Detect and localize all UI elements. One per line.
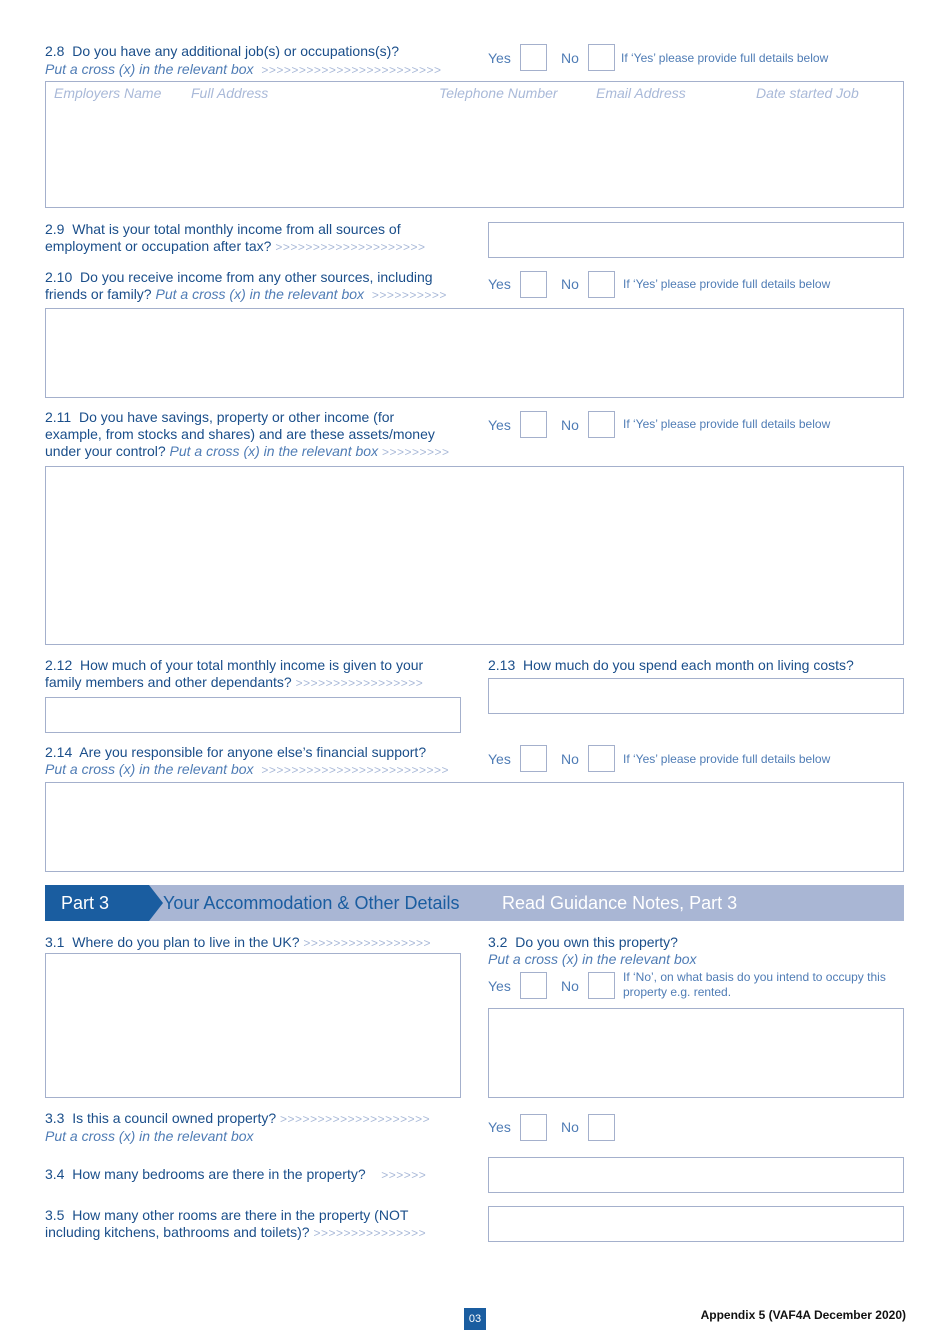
q211-yes-checkbox[interactable] (520, 411, 547, 438)
part3-label-block (45, 885, 149, 921)
page-number: 03 (464, 1308, 486, 1330)
q213-input[interactable] (488, 678, 904, 714)
q28-yes-checkbox[interactable] (520, 44, 547, 71)
part3-arrow (149, 885, 163, 921)
q28-no-label: No (561, 50, 579, 66)
q212-label: 2.12 How much of your total monthly income is given to your family members and other dependants? >>>>>>>>>>>>>>>>> (45, 657, 424, 690)
q211-no-checkbox[interactable] (588, 411, 615, 438)
q211-no-label: No (561, 417, 579, 433)
q214-no-checkbox[interactable] (588, 745, 615, 772)
q29-input[interactable] (488, 222, 904, 258)
q213-label: 2.13 How much do you spend each month on living costs? (488, 657, 854, 673)
q31-input[interactable] (45, 953, 461, 1098)
footer-reference: Appendix 5 (VAF4A December 2020) (700, 1308, 906, 1322)
q28-header-date: Date started Job (756, 85, 859, 101)
q34-label: 3.4 How many bedrooms are there in the property? >>>>>> (45, 1166, 427, 1182)
q211-yes-label: Yes (488, 417, 511, 433)
q33-no-checkbox[interactable] (588, 1114, 615, 1141)
q210-yes-checkbox[interactable] (520, 271, 547, 298)
q211-label: 2.11 Do you have savings, property or other income (for example, from stocks and shares) and are these assets/money under your control? Put a cross (x) in the relevant box >>>>>>>>> (45, 409, 450, 459)
q211-details-box[interactable] (45, 466, 904, 645)
q29-label: 2.9 What is your total monthly income from all sources of employment or occupation after tax? >>>>>>>>>>>>>>>>>>>> (45, 221, 426, 254)
q32-if-no-note: If ‘No’, on what basis do you intend to occupy this property e.g. rented. (623, 970, 886, 999)
q214-yes-checkbox[interactable] (520, 745, 547, 772)
q28-no-checkbox[interactable] (588, 44, 615, 71)
part3-title: Your Accommodation & Other Details (163, 893, 460, 913)
q31-label: 3.1 Where do you plan to live in the UK? >>>>>>>>>>>>>>>>> (45, 934, 432, 950)
q28-header-email: Email Address (596, 85, 686, 101)
q28-header-telephone: Telephone Number (439, 85, 558, 101)
q28-instruction: Put a cross (x) in the relevant box >>>>>>>>>>>>>>>>>>>>>>>> (45, 61, 442, 77)
q35-input[interactable] (488, 1206, 904, 1242)
q210-details-box[interactable] (45, 308, 904, 398)
q35-label: 3.5 How many other rooms are there in the property (NOT including kitchens, bathrooms and toilets)? >>>>>>>>>>>>>>> (45, 1207, 427, 1240)
part3-guidance: Read Guidance Notes, Part 3 (502, 893, 738, 913)
q210-no-checkbox[interactable] (588, 271, 615, 298)
q28-header-address: Full Address (191, 85, 269, 101)
q214-no-label: No (561, 751, 579, 767)
q28-header-employer: Employers Name (54, 85, 162, 101)
q32-no-label: No (561, 978, 579, 994)
q28-label: 2.8 Do you have any additional job(s) or occupations(s)? (45, 43, 400, 59)
q212-input[interactable] (45, 697, 461, 733)
q214-yes-label: Yes (488, 751, 511, 767)
q211-if-yes-note: If ‘Yes’ please provide full details below (623, 417, 831, 431)
q28-if-yes-note: If ‘Yes’ please provide full details below (621, 51, 829, 65)
q210-label: 2.10 Do you receive income from any other sources, including friends or family? Put a cross (x) in the relevant box >>>>>>>>>> (45, 269, 447, 302)
q32-yes-checkbox[interactable] (520, 972, 547, 999)
q32-no-checkbox[interactable] (588, 972, 615, 999)
q33-yes-label: Yes (488, 1119, 511, 1135)
q210-if-yes-note: If ‘Yes’ please provide full details below (623, 277, 831, 291)
q32-label: 3.2 Do you own this property? Put a cross (x) in the relevant box (488, 934, 697, 967)
q33-label: 3.3 Is this a council owned property? >>>>>>>>>>>>>>>>>>>> Put a cross (x) in the relevant box (45, 1110, 431, 1144)
q28-yes-label: Yes (488, 50, 511, 66)
q33-no-label: No (561, 1119, 579, 1135)
q33-yes-checkbox[interactable] (520, 1114, 547, 1141)
q32-yes-label: Yes (488, 978, 511, 994)
q210-yes-label: Yes (488, 276, 511, 292)
q34-input[interactable] (488, 1157, 904, 1193)
part3-label: Part 3 (61, 893, 110, 913)
q214-details-box[interactable] (45, 782, 904, 872)
q214-label: 2.14 Are you responsible for anyone else’s financial support? Put a cross (x) in the relevant box >>>>>>>>>>>>>>>>>>>>>>>>> (45, 744, 450, 777)
q214-if-yes-note: If ‘Yes’ please provide full details below (623, 752, 831, 766)
q32-details-box[interactable] (488, 1008, 904, 1098)
q210-no-label: No (561, 276, 579, 292)
